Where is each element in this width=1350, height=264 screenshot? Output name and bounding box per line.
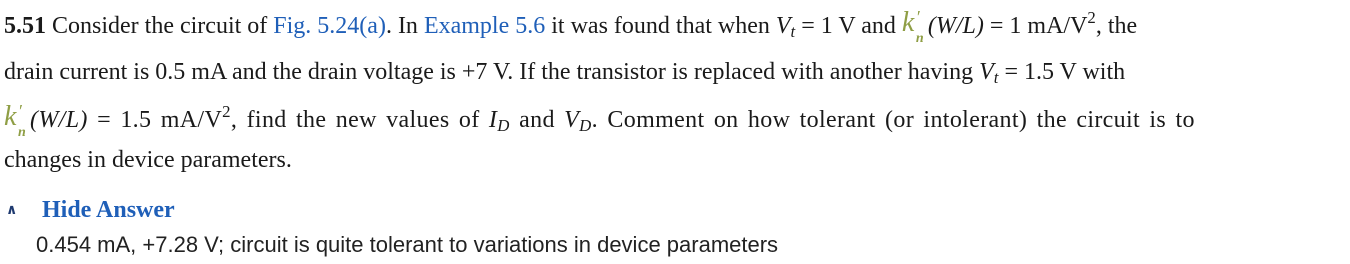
kn-k: k [4, 101, 17, 132]
kn-sub: n [18, 125, 27, 140]
text-segment: , find the new values of [230, 107, 489, 133]
chevron-up-icon[interactable]: ∧ [6, 202, 18, 218]
id-subscript: D [497, 116, 510, 136]
kn-prime-symbol [4, 101, 30, 140]
superscript: 2 [1087, 7, 1096, 27]
kn-k: k [901, 7, 915, 38]
figure-link[interactable]: Fig. 5.24(a) [273, 13, 386, 39]
text-segment: , the [1095, 13, 1138, 39]
text-segment: = 1.5 mA/V [87, 107, 223, 133]
kn-prime-symbol [901, 7, 928, 46]
kn-sub: n [915, 31, 924, 46]
text-segment: . Comment on how tolerant (or intolerant) the circuit is to [591, 107, 1195, 133]
problem-statement [4, 8, 1340, 178]
text-segment: drain current is 0.5 mA and the drain voltage is +7 V. If the transistor is replaced with another having [4, 59, 980, 85]
text-segment: and [509, 107, 565, 133]
answer-text: 0.454 mA, +7.28 V; circuit is quite tolerant to variations in device parameters [36, 232, 779, 257]
aspect-ratio: (W/L) [927, 13, 984, 39]
problem-line-4 [4, 142, 1340, 178]
superscript: 2 [222, 101, 231, 121]
vd-symbol: V [564, 107, 580, 133]
text-segment: changes in device parameters. [4, 147, 292, 173]
hide-answer-toggle[interactable] [0, 190, 175, 230]
text-segment: it was found that when [545, 13, 776, 39]
vt-symbol: V [775, 13, 791, 39]
vd-subscript: D [579, 116, 592, 136]
id-symbol: I [488, 107, 498, 133]
kn-prime: ′ [19, 101, 24, 121]
example-link[interactable]: Example 5.6 [423, 13, 546, 39]
problem-line-2 [4, 54, 1340, 90]
hide-answer-link[interactable]: Hide Answer [42, 196, 175, 223]
problem-number: 5.51 [4, 13, 46, 39]
text-segment: = 1 V and [795, 13, 902, 39]
vt-symbol: V [979, 59, 994, 85]
text-segment: = 1.5 V with [998, 59, 1126, 85]
text-segment: . In [385, 13, 424, 39]
vt-subscript: t [790, 22, 796, 42]
text-segment: Consider the circuit of [46, 13, 274, 39]
text-segment: = 1 mA/V [983, 13, 1088, 39]
aspect-ratio: (W/L) [30, 107, 88, 133]
kn-prime: ′ [916, 7, 921, 27]
problem-line-1 [4, 8, 1340, 44]
vt-subscript: t [993, 68, 999, 88]
problem-line-3 [4, 102, 1340, 138]
